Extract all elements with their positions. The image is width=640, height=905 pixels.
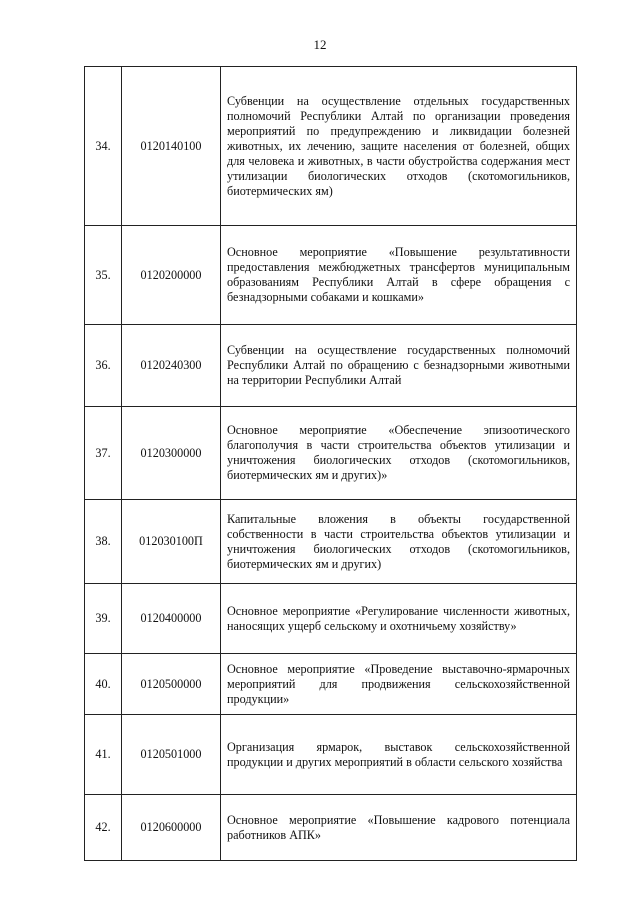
row-description: Основное мероприятие «Повышение результативности предоставления межбюджетных трансфертов муниципальным образованиям Республики Алтай в сфере обращения с безнадзорными собаками и кошками»: [221, 226, 577, 325]
row-description: Основное мероприятие «Проведение выставочно-ярмарочных мероприятий для продвижения сельскохозяйственной продукции»: [221, 654, 577, 715]
row-number: 39.: [85, 584, 122, 654]
row-number: 34.: [85, 67, 122, 226]
row-number: 35.: [85, 226, 122, 325]
row-number: 36.: [85, 325, 122, 407]
row-description: Субвенции на осуществление государственных полномочий Республики Алтай по обращению с безнадзорными животными на территории Республики Алтай: [221, 325, 577, 407]
row-number: 37.: [85, 407, 122, 500]
budget-code: 0120240300: [122, 325, 221, 407]
row-description: Основное мероприятие «Регулирование численности животных, наносящих ущерб сельскому и охотничьему хозяйству»: [221, 584, 577, 654]
budget-code: 0120500000: [122, 654, 221, 715]
row-number: 41.: [85, 715, 122, 795]
table-row: [85, 715, 577, 795]
budget-code: 0120501000: [122, 715, 221, 795]
row-number: 40.: [85, 654, 122, 715]
row-description: Основное мероприятие «Повышение кадрового потенциала работников АПК»: [221, 795, 577, 861]
budget-code: 0120200000: [122, 226, 221, 325]
row-number: 42.: [85, 795, 122, 861]
row-description: Субвенции на осуществление отдельных государственных полномочий Республики Алтай по организации проведения мероприятий по предупреждению и ликвидации болезней животных, их лечению, защите населения от болезней, общих для человека и животных, в части обустройства содержания мест утилизации биологических отходов (скотомогильников, биотермических ям): [221, 67, 577, 226]
table-row: [85, 795, 577, 861]
budget-code: 012030100П: [122, 500, 221, 584]
table-row: [85, 226, 577, 325]
table-row: [85, 500, 577, 584]
table-row: [85, 654, 577, 715]
row-description: Основное мероприятие «Обеспечение эпизоотического благополучия в части строительства объектов утилизации и уничтожения биологических отходов (скотомогильников, биотермических ям и других)»: [221, 407, 577, 500]
table-row: [85, 67, 577, 226]
budget-code: 0120300000: [122, 407, 221, 500]
table-row: [85, 584, 577, 654]
row-description: Капитальные вложения в объекты государственной собственности в части строительства объектов утилизации и уничтожения биологических отходов (скотомогильников, биотермических ям и других): [221, 500, 577, 584]
table-row: [85, 325, 577, 407]
budget-code: 0120140100: [122, 67, 221, 226]
row-number: 38.: [85, 500, 122, 584]
budget-table: [84, 66, 577, 861]
row-description: Организация ярмарок, выставок сельскохозяйственной продукции и других мероприятий в области сельского хозяйства: [221, 715, 577, 795]
budget-code: 0120400000: [122, 584, 221, 654]
table-row: [85, 407, 577, 500]
budget-code: 0120600000: [122, 795, 221, 861]
page-number: 12: [313, 37, 327, 52]
